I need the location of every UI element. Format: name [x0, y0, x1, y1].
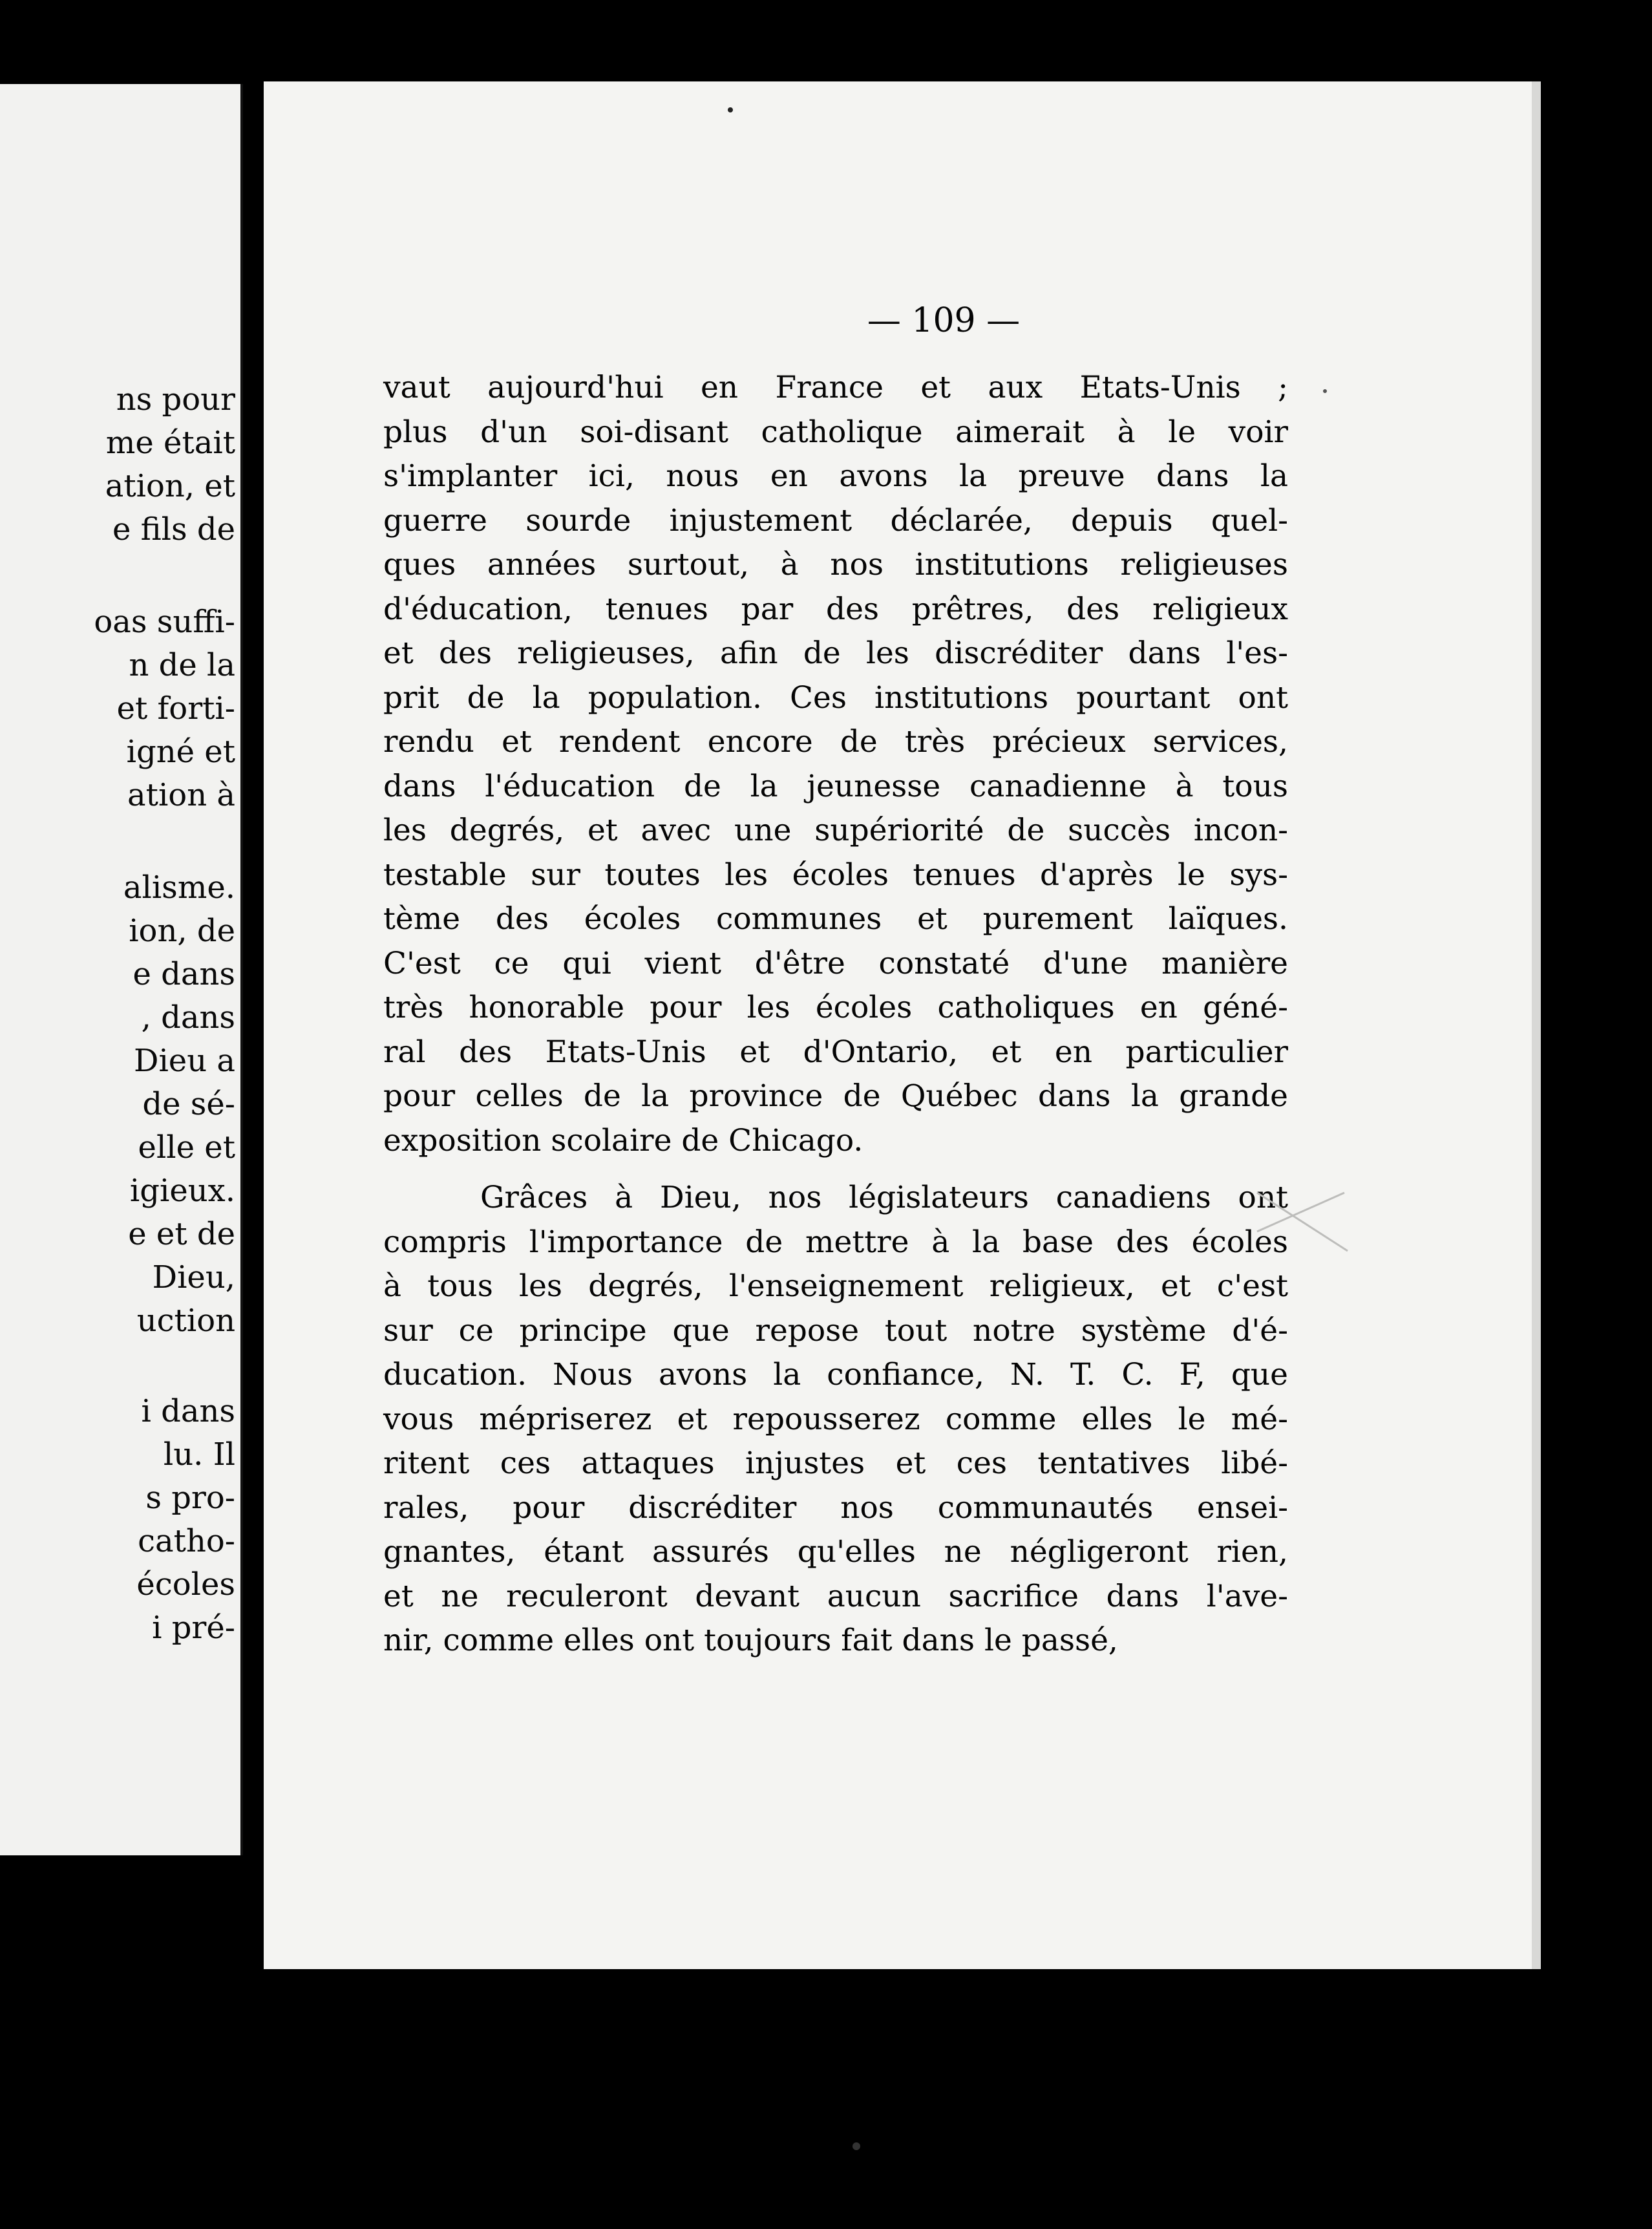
- right-page: [264, 81, 1541, 1969]
- text-line: ritent ces attaques injustes et ces tentatives libé-: [383, 1445, 1288, 1481]
- left-page-line: catho-: [138, 1523, 235, 1559]
- left-page-line: i pré-: [152, 1610, 235, 1646]
- left-page-line: Dieu a: [133, 1043, 235, 1079]
- left-page-line: lu. Il: [163, 1436, 235, 1473]
- left-page-line: me était: [105, 425, 235, 461]
- text-line: dans l'éducation de la jeunesse canadienne à tous: [383, 768, 1288, 804]
- left-page-line: s pro-: [145, 1480, 235, 1516]
- text-line: vous mépriserez et repousserez comme elles le mé-: [383, 1401, 1288, 1437]
- paragraph-gap: [383, 1163, 1288, 1176]
- left-page-line: uction: [136, 1303, 235, 1339]
- text-line: compris l'importance de mettre à la base des écoles: [383, 1224, 1288, 1260]
- left-page-line: e dans: [132, 956, 235, 992]
- left-page-line: et forti-: [116, 690, 235, 727]
- text-line: rales, pour discréditer nos communautés ensei-: [383, 1489, 1288, 1526]
- text-line: guerre sourde injustement déclarée, depuis quel-: [383, 502, 1288, 539]
- left-page-line: e fils de: [112, 511, 235, 548]
- left-page-line: ation à: [127, 777, 235, 813]
- text-line: prit de la population. Ces institutions pourtant ont: [383, 679, 1288, 716]
- text-line: exposition scolaire de Chicago.: [383, 1122, 863, 1158]
- text-line: ral des Etats-Unis et d'Ontario, et en particulier: [383, 1034, 1288, 1070]
- left-page-line: écoles: [136, 1566, 235, 1603]
- left-page-line: e et de: [128, 1216, 235, 1252]
- text-line: gnantes, étant assurés qu'elles ne négligeront rien,: [383, 1534, 1288, 1570]
- left-page-line: igieux.: [129, 1173, 235, 1209]
- text-line: rendu et rendent encore de très précieux services,: [383, 724, 1288, 760]
- page-number: — 109 —: [867, 301, 1021, 340]
- text-line: tème des écoles communes et purement laïques.: [383, 901, 1288, 937]
- text-line: pour celles de la province de Québec dans la grande: [383, 1078, 1288, 1114]
- text-line: à tous les degrés, l'enseignement religieux, et c'est: [383, 1268, 1288, 1304]
- text-line: ducation. Nous avons la confiance, N. T. C. F, que: [383, 1357, 1288, 1392]
- text-line: sur ce principe que repose tout notre système d'é-: [383, 1312, 1288, 1349]
- left-page-line: , dans: [141, 999, 235, 1036]
- left-page-line: i dans: [141, 1393, 235, 1429]
- body-text: [383, 366, 1288, 1663]
- text-line: très honorable pour les écoles catholiques en géné-: [383, 990, 1288, 1025]
- text-line: ques années surtout, à nos institutions religieuses: [383, 547, 1288, 582]
- left-page-line: ation, et: [105, 468, 235, 504]
- text-line: plus d'un soi-disant catholique aimerait à le voir: [383, 414, 1288, 450]
- left-page-line: elle et: [138, 1129, 235, 1166]
- text-line: vaut aujourd'hui en France et aux Etats-Unis ;: [383, 370, 1288, 405]
- left-page-line: de sé-: [142, 1086, 235, 1122]
- text-line: Grâces à Dieu, nos législateurs canadiens ont: [480, 1180, 1288, 1215]
- left-page-line: Dieu,: [152, 1259, 235, 1296]
- left-page-line: igné et: [126, 734, 235, 770]
- text-line: d'éducation, tenues par des prêtres, des religieux: [383, 591, 1288, 627]
- text-line: s'implanter ici, nous en avons la preuve dans la: [383, 458, 1288, 494]
- text-line: et des religieuses, afin de les discréditer dans l'es-: [383, 635, 1288, 671]
- text-line: C'est ce qui vient d'être constaté d'une manière: [383, 945, 1288, 981]
- text-line: et ne reculeront devant aucun sacrifice dans l'ave-: [383, 1578, 1288, 1614]
- text-line: testable sur toutes les écoles tenues d'après le sys-: [383, 857, 1288, 893]
- text-line: nir, comme elles ont toujours fait dans le passé,: [383, 1623, 1118, 1658]
- left-page: [0, 84, 243, 1855]
- text-line: les degrés, et avec une supériorité de succès incon-: [383, 813, 1288, 848]
- left-page-line: oas suffi-: [94, 604, 235, 640]
- left-page-line: ns pour: [116, 381, 235, 418]
- left-page-line: n de la: [129, 647, 235, 683]
- left-page-line: ion, de: [129, 913, 235, 949]
- left-page-line: alisme.: [123, 869, 235, 906]
